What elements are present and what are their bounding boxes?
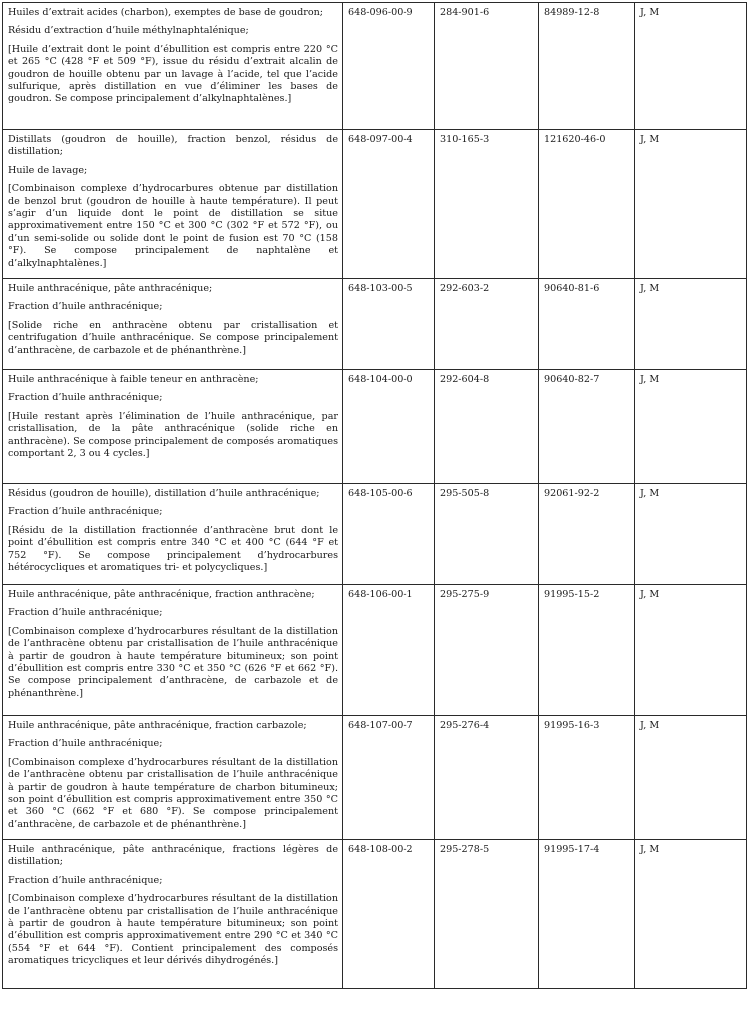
index-number: 648-105-00-6 — [343, 484, 435, 585]
notes: J, M — [635, 840, 747, 989]
notes: J, M — [635, 716, 747, 840]
notes: J, M — [635, 130, 747, 279]
substance-synonym: Fraction d’huile anthracénique; — [8, 301, 163, 313]
index-number: 648-107-00-7 — [343, 716, 435, 840]
substance-name: Huile anthracénique, pâte anthracénique, fraction carbazole; — [8, 720, 307, 731]
ec-number: 292-604-8 — [435, 370, 539, 484]
substance-name: Huile anthracénique, pâte anthracénique, fractions légères de distillation; — [8, 844, 338, 868]
cas-number: 92061-92-2 — [539, 484, 635, 585]
notes: J, M — [635, 3, 747, 130]
index-number: 648-104-00-0 — [343, 370, 435, 484]
substance-name-cell — [3, 840, 343, 989]
index-number: 648-106-00-1 — [343, 585, 435, 716]
index-number: 648-108-00-2 — [343, 840, 435, 989]
substance-name: Huile anthracénique à faible teneur en anthracène; — [8, 374, 259, 385]
table-row — [3, 279, 747, 370]
table-row — [3, 716, 747, 840]
substance-name-cell — [3, 716, 343, 840]
substance-synonym: Fraction d’huile anthracénique; — [8, 392, 163, 404]
substance-description: [Résidu de la distillation fractionnée d’anthracène brut dont le point d’ébullition est compris entre 340 °C et 400 °C (644 °F et 752 °F). Se compose principalement d’hydrocarbures hétérocycliques et aromatiques tri- et polycycliques.] — [8, 524, 338, 574]
substance-name: Huile anthracénique, pâte anthracénique, fraction anthracène; — [8, 589, 315, 600]
cas-number: 84989-12-8 — [539, 3, 635, 130]
substance-name: Distillats (goudron de houille), fraction benzol, résidus de distillation; — [8, 134, 338, 158]
substance-synonym: Fraction d’huile anthracénique; — [8, 874, 163, 886]
cas-number: 121620-46-0 — [539, 130, 635, 279]
index-number: 648-096-00-9 — [343, 3, 435, 130]
table-row — [3, 130, 747, 279]
substance-description: [Combinaison complexe d’hydrocarbures résultant de la distillation de l’anthracène obtenu par cristallisation de l’huile anthracénique à partir de goudron à haute température de charbon bitumineux; son point d’ébullition est compris approximativement entre 350 °C et 360 °C (662 °F et 680 °F). Se compose principalement d’anthracène, de carbazole et de phénanthrène.] — [8, 756, 338, 830]
ec-number: 295-505-8 — [435, 484, 539, 585]
substance-name-cell — [3, 370, 343, 484]
cas-number: 90640-81-6 — [539, 279, 635, 370]
notes: J, M — [635, 370, 747, 484]
substance-name-cell — [3, 585, 343, 716]
substance-name: Résidus (goudron de houille), distillation d’huile anthracénique; — [8, 488, 320, 499]
substance-name-cell — [3, 484, 343, 585]
substance-description: [Combinaison complexe d’hydrocarbures obtenue par distillation de benzol brut (goudron de houille à haute température). Il peut s’agir d’un liquide dont le point de distillation se situe approximativement entre 150 °C et 300 °C (302 °F et 572 °F), ou d’un semi-solide ou solide dont le point de fusion est 70 °C (158 °F). Se compose principalement de naphtalène et d’alkylnaphtalènes.] — [8, 183, 338, 269]
substance-synonym: Fraction d’huile anthracénique; — [8, 506, 163, 518]
ec-number: 310-165-3 — [435, 130, 539, 279]
index-number: 648-103-00-5 — [343, 279, 435, 370]
substance-synonym: Fraction d’huile anthracénique; — [8, 607, 163, 619]
cas-number: 91995-16-3 — [539, 716, 635, 840]
substance-synonym: Résidu d’extraction d’huile méthylnaphtalénique; — [8, 25, 249, 37]
substance-name: Huile anthracénique, pâte anthracénique; — [8, 283, 213, 294]
substance-synonym: Huile de lavage; — [8, 164, 88, 176]
table-row — [3, 484, 747, 585]
notes: J, M — [635, 484, 747, 585]
ec-number: 295-278-5 — [435, 840, 539, 989]
cas-number: 90640-82-7 — [539, 370, 635, 484]
index-number: 648-097-00-4 — [343, 130, 435, 279]
substance-table — [2, 2, 747, 989]
ec-number: 295-276-4 — [435, 716, 539, 840]
substance-synonym: Fraction d’huile anthracénique; — [8, 738, 163, 750]
substance-description: [Huile d’extrait dont le point d’ébullition est compris entre 220 °C et 265 °C (428 °F et 509 °F), issue du résidu d’extrait alcalin de goudron de houille obtenu par un lavage à l’acide, tel que l’acide sulfurique, après distillation en vue d’éliminer les bases de goudron. Se compose principalement d’alkylnaphtalènes.] — [8, 43, 338, 105]
notes: J, M — [635, 279, 747, 370]
substance-description: [Huile restant après l’élimination de l’huile anthracénique, par cristallisation, de la pâte anthracénique (solide riche en anthracène). Se compose principalement de composés aromatiques comportant 2, 3 ou 4 cycles.] — [8, 410, 338, 460]
substance-name: Huiles d’extrait acides (charbon), exemptes de base de goudron; — [8, 7, 324, 18]
substance-description: [Combinaison complexe d’hydrocarbures résultant de la distillation de l’anthracène obtenu par cristallisation de l’huile anthracénique à partir de goudron à haute température bitumineux; son point d’ébullition est compris approximativement entre 290 °C et 340 °C (554 °F et 644 °F). Contient principalement des composés aromatiques tricycliques et leur dérivés dihydrogénés.] — [8, 893, 338, 967]
ec-number: 292-603-2 — [435, 279, 539, 370]
cas-number: 91995-17-4 — [539, 840, 635, 989]
notes: J, M — [635, 585, 747, 716]
cas-number: 91995-15-2 — [539, 585, 635, 716]
substance-description: [Solide riche en anthracène obtenu par cristallisation et centrifugation d’huile anthracénique. Se compose principalement d’anthracène, de carbazole et de phénanthrène.] — [8, 319, 338, 356]
substance-description: [Combinaison complexe d’hydrocarbures résultant de la distillation de l’anthracène obtenu par cristallisation de l’huile anthracénique à partir de goudron à haute température bitumineux; son point d’ébullition est compris entre 330 °C et 350 °C (626 °F et 662 °F). Se compose principalement d’anthracène, de carbazole et de phénanthrène.] — [8, 625, 338, 699]
substance-name-cell — [3, 130, 343, 279]
table-row — [3, 3, 747, 130]
ec-number: 284-901-6 — [435, 3, 539, 130]
table-row — [3, 370, 747, 484]
substance-name-cell — [3, 279, 343, 370]
ec-number: 295-275-9 — [435, 585, 539, 716]
table-row — [3, 585, 747, 716]
table-row — [3, 840, 747, 989]
substance-name-cell — [3, 3, 343, 130]
